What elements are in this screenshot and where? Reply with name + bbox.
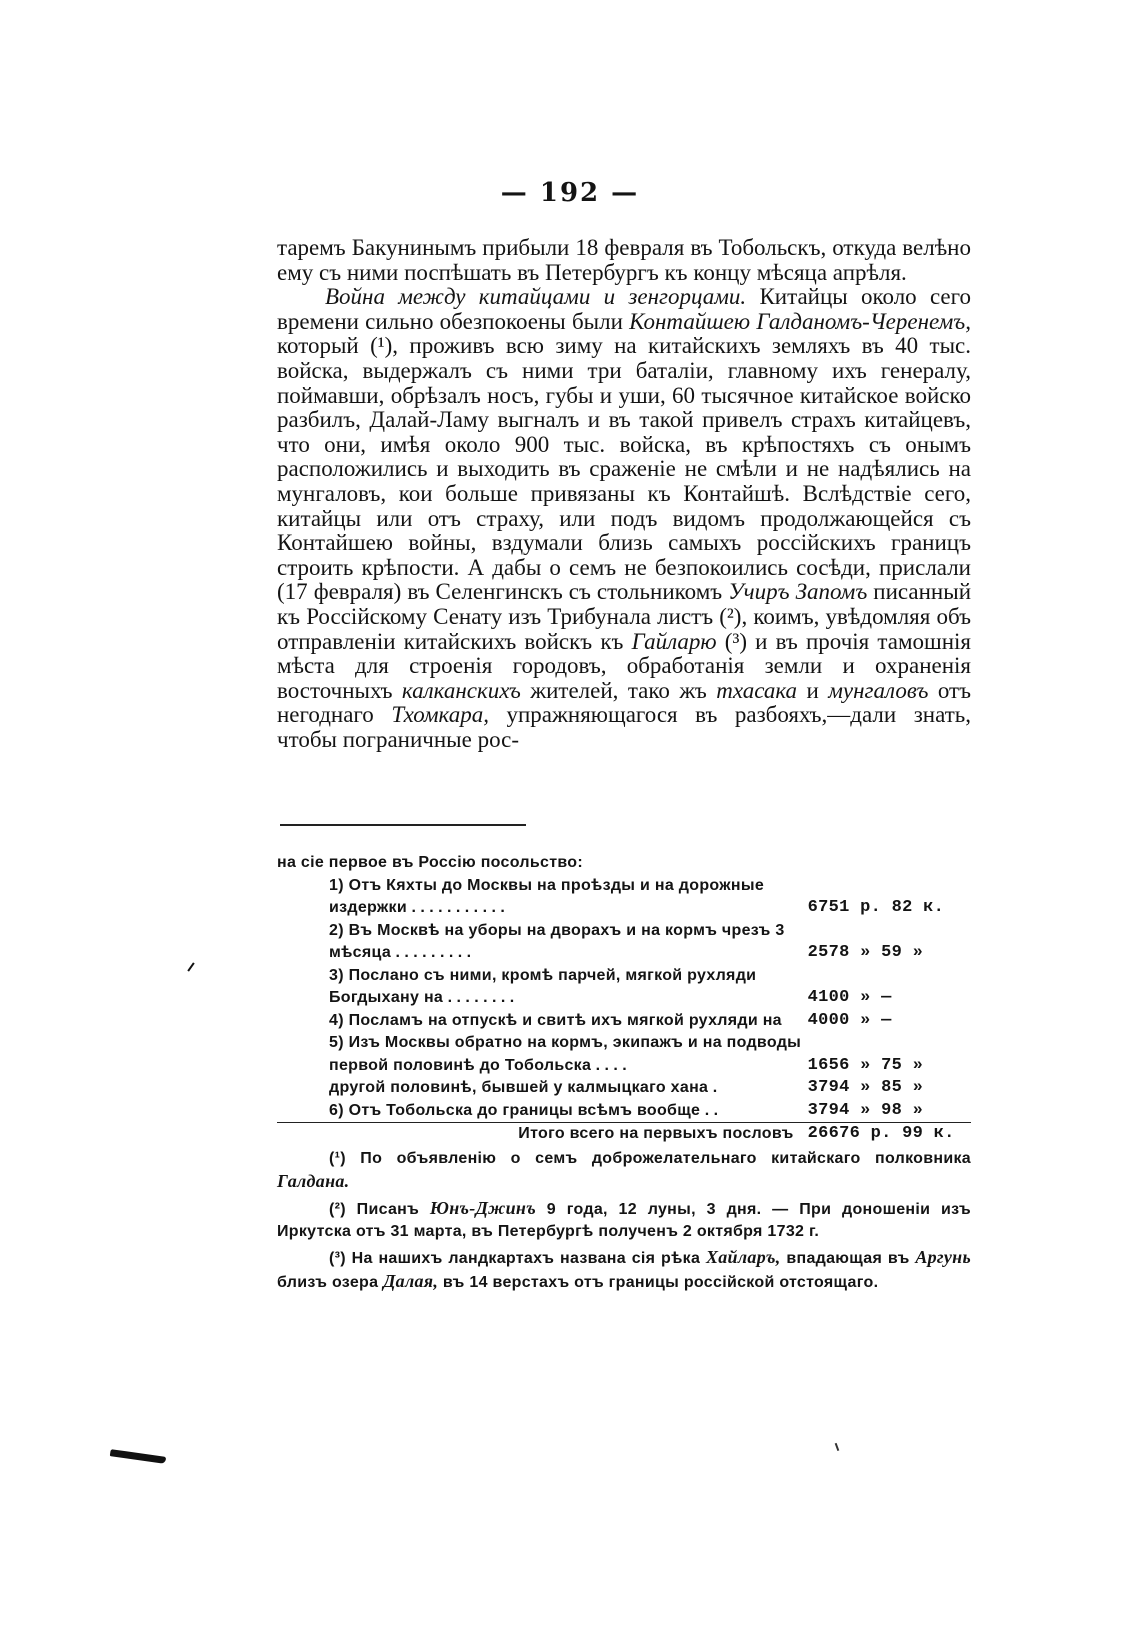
ledger-item-text xyxy=(277,920,808,965)
text-run: писанный къ Россійскому Сенату изъ Трибунала листъ (²), коимъ, увѣдомляя объ отправленіи китайскихъ войскъ къ xyxy=(277,579,972,654)
ledger-sum: 4100 » — xyxy=(807,988,892,1007)
total-label: Итого всего на первыхъ пословъ xyxy=(277,1123,808,1146)
text-run: упражняющагося въ разбояхъ,—дали знать, чтобы пограничные рос- xyxy=(277,702,972,752)
ledger-item-text xyxy=(277,965,808,1010)
ledger-text: 5) Изъ Москвы обратно на кормъ, экипажъ и на подводы первой половинѣ до Тобольска xyxy=(329,1034,802,1074)
ledger-text: другой половинѣ, бывшей у калмыцкаго хана xyxy=(329,1079,709,1096)
name-uchir-zapom: Учиръ Запомъ xyxy=(728,579,868,605)
notes-intro: на сіе первое въ Россію посольство: xyxy=(277,854,583,871)
ink-smudge xyxy=(110,1449,166,1464)
ledger-row xyxy=(277,1100,971,1123)
footnote-text: (¹) По объявленію о семъ доброжелательнаго китайскаго полковника xyxy=(329,1149,971,1167)
ledger-row xyxy=(277,1077,971,1100)
total-sum: 26676 р. 99 к. xyxy=(808,1123,971,1146)
text-run: и xyxy=(797,677,829,703)
name-kalkan: калканскихъ xyxy=(401,677,521,703)
ledger-dots: . . . . . . . . . . . xyxy=(407,899,505,916)
ledger-row xyxy=(277,965,971,1010)
footnote-1 xyxy=(277,1148,971,1195)
ledger-item-text xyxy=(277,1032,808,1077)
text-run: (³) и въ прочія тамошнія мѣста для строенія городовъ, обработанія земли и охраненія восточныхъ xyxy=(277,628,971,703)
footnotes xyxy=(277,852,971,1295)
ledger-text: 3) Послано съ ними, кромѣ парчей, мягкой рухляди Богдыхану на xyxy=(329,966,757,1006)
ledger-item-text xyxy=(277,1100,808,1123)
text-run: жителей, тако жъ xyxy=(520,677,717,703)
footnote-text: въ 14 верстахъ отъ границы россійской отстоящаго. xyxy=(438,1274,879,1291)
ledger-sum: 3794 » 98 » xyxy=(807,1100,924,1120)
footnote-divider xyxy=(280,824,526,826)
footnote-3 xyxy=(277,1246,971,1295)
ledger-dots: . . . . xyxy=(591,1056,627,1074)
page-number: — 192 — xyxy=(500,178,640,208)
name-tkhasak: тхасака xyxy=(716,677,798,703)
footnote-text: впадающая въ xyxy=(780,1249,916,1267)
ledger-text: 6) Отъ Тобольска до границы всѣмъ вообще xyxy=(329,1101,701,1119)
text-run: отъ негоднаго xyxy=(277,677,972,728)
ledger-sum: 2578 » 59 » xyxy=(807,943,924,962)
ledger-sum: 4000 » — xyxy=(807,1010,892,1030)
name-gailar: Гайларю xyxy=(631,628,717,654)
ledger-dots: . . . . . . . . . xyxy=(391,944,472,961)
name-yun-jin: Юнъ-Джинъ xyxy=(429,1197,536,1218)
ledger-item-text xyxy=(277,1010,808,1033)
text-run: который (¹), проживъ всю зиму на китайскихъ земляхъ въ 40 тыс. войска, выдержалъ съ ними три баталіи, главному ихъ генералу, поймавши, обрѣзалъ носъ, губы и уши, 60 тысячное китайское войско разбилъ, Далай-Ламу выгналъ и въ такой привелъ страхъ китайцевъ, что они, имѣя около 900 тыс. войска, въ крѣпостяхъ съ онымъ расположились и выходить въ сраженіе не смѣли и не надѣялись на мунгаловъ, кои больше привязаны къ Контайшѣ. Вслѣдствіе сего, китайцы или отъ страху, или подъ видомъ продолжающейся съ Контайшею войны, вздумали близь самыхъ россійскихъ границъ строить крѣпости. А дабы о семъ не безпокоились сосѣди, прислали (17 февраля) въ Селенгинскъ съ стольникомъ xyxy=(277,333,971,605)
ledger-row xyxy=(277,920,971,965)
name-hailar: Хайларъ, xyxy=(705,1246,781,1267)
name-mungal: мунгаловъ xyxy=(828,677,929,703)
text-run: Китайцы около сего времени сильно обезпокоены были xyxy=(277,284,972,334)
ledger-dots: . . xyxy=(700,1101,719,1119)
name-tkhomkar: Тхомкара, xyxy=(391,702,489,728)
ledger-text: 1) Отъ Кяхты до Москвы на проѣзды и на дорожные издержки xyxy=(329,876,765,916)
footnote-text: 9 года, 12 луны, 3 дня. — При доношеніи изъ Иркутска отъ 31 марта, въ Петербургѣ полученъ 2 октября 1732 г. xyxy=(277,1200,971,1240)
ink-mark xyxy=(187,962,194,971)
ledger-text: 2) Въ Москвѣ на уборы на дворахъ и на кормъ чрезъ 3 мѣсяца xyxy=(329,921,785,961)
main-text xyxy=(277,236,971,752)
ledger-sum: 3794 » 85 » xyxy=(807,1078,924,1097)
ledger-dots: . xyxy=(708,1079,718,1096)
ink-tick xyxy=(835,1443,839,1451)
ledger-row xyxy=(277,1032,971,1077)
ledger-sum: 6751 р. 82 к. xyxy=(807,898,945,917)
section-heading: Война между китайцами и зенгорцами. xyxy=(325,284,747,310)
ledger-text: 4) Посламъ на отпускѣ и свитѣ ихъ мягкой рухляди на xyxy=(329,1011,782,1029)
ledger-row xyxy=(277,1010,971,1033)
name-dalai: Далая, xyxy=(383,1271,439,1291)
ledger-total-row xyxy=(277,1123,971,1146)
footnote-text: (³) На нашихъ ландкартахъ названа сія рѣка xyxy=(329,1249,706,1267)
ledger-dots: . . . . . . . . xyxy=(443,989,515,1006)
footnote-2 xyxy=(277,1197,971,1244)
name-argun: Аргунь xyxy=(915,1246,971,1267)
expense-ledger xyxy=(277,875,971,1146)
ledger-item-text xyxy=(277,875,808,920)
footnote-text: близъ озера xyxy=(277,1274,384,1291)
paragraph-continuation: таремъ Бакунинымъ прибыли 18 февраля въ Тобольскъ, откуда велѣно ему съ ними поспѣшать въ Петербургъ къ концу мѣсяца апрѣля. xyxy=(277,235,971,285)
paragraph-war xyxy=(277,285,971,752)
ledger-item-text xyxy=(277,1077,808,1100)
ledger-row xyxy=(277,875,971,920)
name-galdan-cheren: Контайшею Галданомъ-Черенемъ, xyxy=(629,308,971,334)
footnote-text: (²) Писанъ xyxy=(329,1200,430,1218)
ledger-sum: 1656 » 75 » xyxy=(807,1055,924,1075)
name-galdan: Галдана. xyxy=(277,1171,350,1191)
